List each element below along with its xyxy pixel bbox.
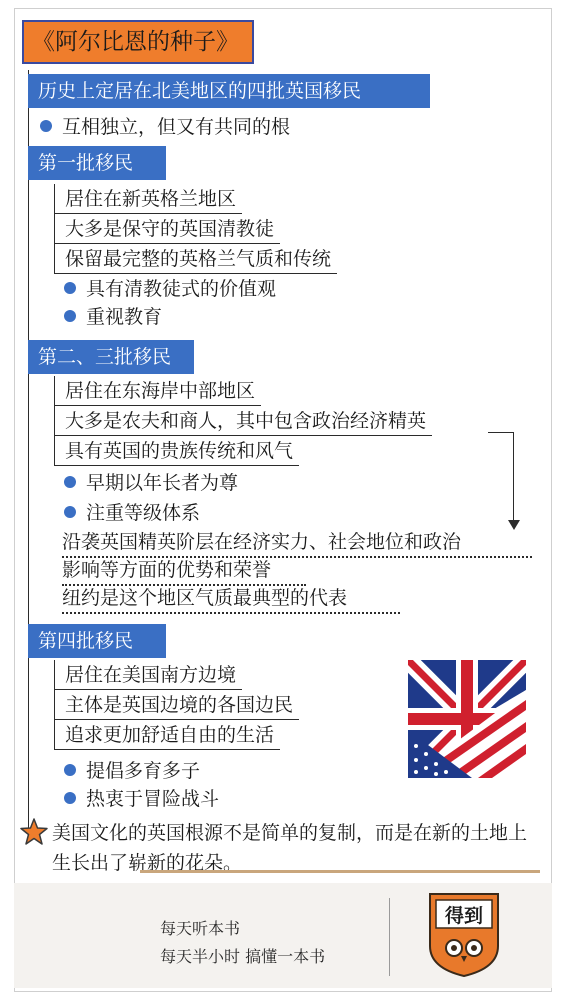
bullet-dot — [64, 764, 76, 776]
group-3-bullet-text: 提倡多育多子 — [86, 760, 201, 782]
group-3-bullet — [64, 758, 200, 784]
book-title: 《阿尔比恩的种子》 — [22, 20, 254, 64]
bullet-dot — [40, 120, 52, 132]
group-2-line: 大多是农夫和商人，其中包含政治经济精英 — [54, 406, 432, 436]
group-1-bullet-text: 重视教育 — [86, 306, 163, 328]
group-1-line: 居住在新英格兰地区 — [54, 184, 242, 214]
group-3-label: 第四批移民 — [28, 624, 166, 658]
group-1-line: 大多是保守的英国清教徒 — [54, 214, 280, 244]
badge-label: 得到 — [444, 905, 484, 927]
group-3-line: 主体是英国边境的各国边民 — [54, 690, 299, 720]
group-2-bullet — [64, 470, 238, 496]
group-2-line: 具有英国的贵族传统和风气 — [54, 436, 299, 466]
group-2-bullet-text: 注重等级体系 — [86, 502, 201, 524]
summary-text: 美国文化的英国根源不是简单的复制，而是在新的土地上生长出了崭新的花朵。 — [52, 822, 528, 874]
intro-bullet-text: 互相独立，但又有共同的根 — [62, 116, 291, 138]
divider-line — [140, 870, 540, 873]
group-2-bullet — [64, 500, 200, 526]
star-icon — [20, 818, 48, 846]
bullet-dot — [64, 506, 76, 518]
intro-bullet — [40, 114, 290, 140]
group-2-label: 第二、三批移民 — [28, 340, 194, 374]
group-2-bullet-text: 早期以年长者为尊 — [86, 472, 239, 494]
group-2-note: 沿袭英国精英阶层在经济实力、社会地位和政治 — [62, 528, 532, 558]
bullet-dot — [64, 310, 76, 322]
group-3-bullet — [64, 786, 219, 812]
group-1-bullet — [64, 304, 162, 330]
group-3-line: 追求更加舒适自由的生活 — [54, 720, 280, 750]
group-1-bullet-text: 具有清教徒式的价值观 — [86, 278, 277, 300]
union-flag-us-flag-image — [408, 660, 526, 778]
group-1-label: 第一批移民 — [28, 146, 166, 180]
group-2-line: 居住在东海岸中部地区 — [54, 376, 261, 406]
connector-line — [488, 432, 514, 433]
footer-divider — [389, 898, 390, 976]
footer-slogan-1: 每天听本书 — [160, 919, 241, 938]
bullet-dot — [64, 476, 76, 488]
group-1-bullet — [64, 276, 276, 302]
group-3-line: 居住在美国南方边境 — [54, 660, 242, 690]
main-heading: 历史上定居在北美地区的四批英国移民 — [28, 74, 430, 108]
bullet-dot — [64, 792, 76, 804]
group-1-line: 保留最完整的英格兰气质和传统 — [54, 244, 337, 274]
group-2-note: 纽约是这个地区气质最典型的代表 — [62, 584, 400, 614]
outline-spine — [28, 70, 29, 838]
owl-badge-icon — [426, 890, 502, 978]
connector-line — [513, 432, 514, 522]
group-3-bullet-text: 热衷于冒险战斗 — [86, 788, 220, 810]
bullet-dot — [64, 282, 76, 294]
group-2-note: 影响等方面的优势和荣誉 — [62, 556, 306, 586]
footer-slogan-2: 每天半小时 搞懂一本书 — [160, 947, 326, 966]
